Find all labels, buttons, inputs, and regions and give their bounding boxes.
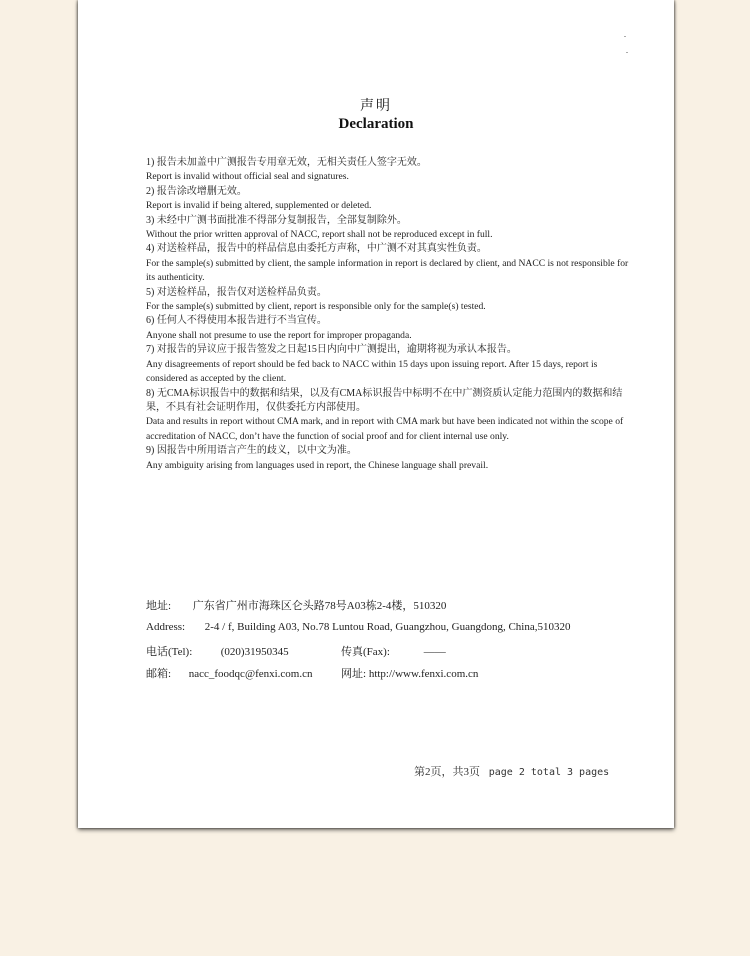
fax-label: 传真(Fax): bbox=[341, 646, 390, 658]
address-cn-row bbox=[146, 597, 446, 613]
address-cn-value: 广东省广州市海珠区仑头路78号A03栋2-4楼，510320 bbox=[192, 600, 447, 612]
clause-cn: 9) 因报告中所用语言产生的歧义，以中文为准。 bbox=[146, 445, 357, 457]
fax-value: —— bbox=[423, 646, 446, 658]
email-value: nacc_foodqc@fenxi.com.cn bbox=[188, 668, 313, 680]
tel-label: 电话(Tel): bbox=[146, 646, 193, 658]
fax-group bbox=[341, 643, 446, 659]
clause-en: Report is invalid without official seal and signatures. bbox=[146, 171, 349, 183]
address-en-label: Address: bbox=[146, 621, 186, 633]
declaration-title-en: Declaration bbox=[338, 116, 414, 132]
clause-cn: 6) 任何人不得使用本报告进行不当宣传。 bbox=[146, 315, 327, 327]
clause-en: Any ambiguity arising from languages used in report, the Chinese language shall prevail. bbox=[146, 459, 489, 471]
clause-cn: 3) 未经中广测书面批准不得部分复制报告，全部复制除外。 bbox=[146, 214, 407, 226]
clause-cn: 5) 对送检样品，报告仅对送检样品负责。 bbox=[146, 286, 327, 298]
clause-en: Any disagreements of report should be fed back to NACC within 15 days upon issuing report. After 15 days, report is considered as accepted by the client. bbox=[146, 358, 598, 385]
tel-value: (020)31950345 bbox=[220, 646, 289, 658]
clause-en: Without the prior written approval of NACC, report shall not be reproduced except in full. bbox=[146, 229, 493, 241]
website-value: http://www.fenxi.com.cn bbox=[368, 668, 479, 680]
clause-cn: 8) 无CMA标识报告中的数据和结果，以及有CMA标识报告中标明不在中广测资质认定能力范围内的数据和结果，不具有社会证明作用，仅供委托方内部使用。 bbox=[146, 387, 623, 413]
website-label: 网址: bbox=[341, 668, 367, 680]
clause-cn: 1) 报告未加盖中广测报告专用章无效，无相关责任人签字无效。 bbox=[146, 157, 427, 168]
clause-en: Anyone shall not presume to use the report for improper propaganda. bbox=[146, 329, 412, 341]
page-number-en: page 2 total 3 pages bbox=[488, 767, 610, 778]
declaration-title-cn: 声明 bbox=[360, 99, 392, 114]
clause-cn: 4) 对送检样品，报告中的样品信息由委托方声称，中广测不对其真实性负责。 bbox=[146, 243, 487, 255]
address-en-row bbox=[146, 621, 570, 633]
clause-cn: 2) 报告涂改增删无效。 bbox=[146, 185, 247, 197]
address-en-value: 2-4 / f, Building A03, No.78 Luntou Road, Guangzhou, Guangdong, China,510320 bbox=[204, 621, 571, 633]
website-group bbox=[341, 665, 478, 681]
clause-en: Report is invalid if being altered, supplemented or deleted. bbox=[146, 200, 372, 212]
clause-en: For the sample(s) submitted by client, the sample information in report is declared by client, and NACC is not responsible for its authenticity. bbox=[146, 257, 629, 284]
page-number-cn: 第2页，共3页 bbox=[414, 766, 480, 778]
email-label: 邮箱: bbox=[146, 668, 172, 680]
address-cn-label: 地址: bbox=[146, 600, 172, 612]
page-number-footer bbox=[414, 763, 609, 779]
clause-en: Data and results in report without CMA mark, and in report with CMA mark but have been indicated not within the scope of accreditation of NACC, don’t have the function of social proof and for client internal use only. bbox=[146, 416, 624, 442]
clause-cn: 7) 对报告的异议应于报告签发之日起15日内向中广测提出，逾期将视为承认本报告。 bbox=[146, 344, 517, 356]
scan-speck bbox=[626, 52, 628, 53]
tel-fax-row bbox=[146, 643, 446, 659]
scan-speck bbox=[624, 36, 626, 37]
document-page bbox=[78, 0, 674, 828]
clause-en: For the sample(s) submitted by client, report is responsible only for the sample(s) tested. bbox=[146, 301, 486, 313]
declaration-clauses bbox=[146, 156, 636, 473]
email-web-row bbox=[146, 665, 479, 681]
